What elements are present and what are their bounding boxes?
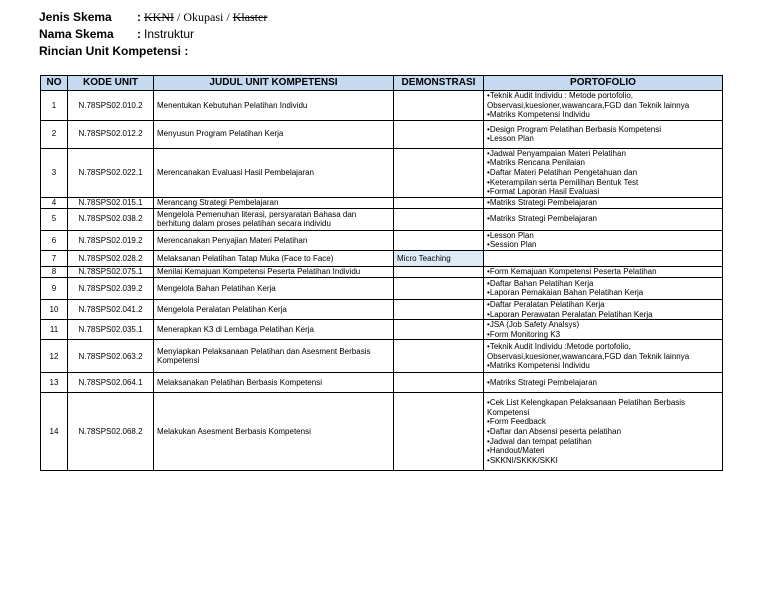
cell-judul-unit: Menentukan Kebutuhan Pelatihan Individu bbox=[154, 91, 394, 121]
cell-kode-unit: N.78SPS02.015.1 bbox=[68, 197, 154, 208]
cell-no: 2 bbox=[41, 120, 68, 148]
table-row bbox=[41, 320, 723, 340]
cell-portofolio bbox=[484, 208, 723, 230]
cell-kode-unit: N.78SPS02.039.2 bbox=[68, 277, 154, 299]
cell-no: 9 bbox=[41, 277, 68, 299]
cell-no: 11 bbox=[41, 320, 68, 340]
cell-judul-unit: Melaksanan Pelatihan Tatap Muka (Face to Face) bbox=[154, 250, 394, 266]
cell-portofolio bbox=[484, 393, 723, 471]
portofolio-item: • Teknik Audit Individu : Metode portofolio, Observasi,kuesioner,wawancara,FGD dan Teknik lainnya bbox=[487, 91, 719, 110]
table-row bbox=[41, 373, 723, 393]
cell-no: 6 bbox=[41, 230, 68, 250]
portofolio-list bbox=[487, 91, 719, 120]
jenis-skema-value bbox=[144, 10, 267, 25]
portofolio-list bbox=[487, 149, 719, 197]
jenis-skema-colon: : bbox=[137, 10, 141, 24]
portofolio-item: • Teknik Audit Individu :Metode portofolio, Observasi,kuesioner,wawancara,FGD dan Teknik lainnya bbox=[487, 342, 719, 361]
cell-portofolio bbox=[484, 277, 723, 299]
cell-demonstrasi bbox=[394, 320, 484, 340]
portofolio-item: • Matriks Strategi Pembelajaran bbox=[487, 214, 719, 224]
table-row bbox=[41, 266, 723, 277]
cell-kode-unit: N.78SPS02.022.1 bbox=[68, 148, 154, 197]
portofolio-list bbox=[487, 320, 719, 339]
table-body bbox=[41, 91, 723, 471]
cell-demonstrasi bbox=[394, 299, 484, 319]
portofolio-item: • Jadwal Penyampaian Materi Pelatihan bbox=[487, 149, 719, 159]
portofolio-item: • Matriks Strategi Pembelajaran bbox=[487, 198, 719, 208]
cell-demonstrasi bbox=[394, 277, 484, 299]
portofolio-item: • SKKNI/SKKK/SKKI bbox=[487, 456, 719, 466]
cell-kode-unit: N.78SPS02.012.2 bbox=[68, 120, 154, 148]
cell-portofolio bbox=[484, 320, 723, 340]
nama-skema-label: Nama Skema bbox=[39, 27, 114, 41]
header-judul-unit: JUDUL UNIT KOMPETENSI bbox=[154, 76, 394, 91]
portofolio-list bbox=[487, 279, 719, 298]
portofolio-item: • Form Kemajuan Kompetensi Peserta Pelatihan bbox=[487, 267, 719, 277]
table-row bbox=[41, 208, 723, 230]
portofolio-list bbox=[487, 125, 719, 144]
cell-portofolio bbox=[484, 373, 723, 393]
portofolio-item: • Laporan Pemakaian Bahan Pelatihan Kerja bbox=[487, 288, 719, 298]
jenis-slash-1: / bbox=[174, 10, 184, 24]
jenis-okupasi: Okupasi bbox=[183, 10, 224, 24]
table-row bbox=[41, 148, 723, 197]
portofolio-item: • Lesson Plan bbox=[487, 231, 719, 241]
portofolio-list bbox=[487, 300, 719, 319]
portofolio-item: • Cek List Kelengkapan Pelaksanaan Pelatihan Berbasis Kompetensi bbox=[487, 398, 719, 417]
cell-kode-unit: N.78SPS02.028.2 bbox=[68, 250, 154, 266]
cell-kode-unit: N.78SPS02.035.1 bbox=[68, 320, 154, 340]
cell-judul-unit: Mengelola Peralatan Pelatihan Kerja bbox=[154, 299, 394, 319]
cell-demonstrasi bbox=[394, 230, 484, 250]
cell-kode-unit: N.78SPS02.064.1 bbox=[68, 373, 154, 393]
header-kode-unit: KODE UNIT bbox=[68, 76, 154, 91]
cell-no: 12 bbox=[41, 340, 68, 373]
cell-kode-unit: N.78SPS02.010.2 bbox=[68, 91, 154, 121]
portofolio-list bbox=[487, 214, 719, 224]
portofolio-item: • Format Laporan Hasil Evaluasi bbox=[487, 187, 719, 197]
cell-demonstrasi bbox=[394, 197, 484, 208]
cell-demonstrasi: Micro Teaching bbox=[394, 250, 484, 266]
cell-judul-unit: Menerapkan K3 di Lembaga Pelatihan Kerja bbox=[154, 320, 394, 340]
portofolio-item: • Matriks Kompetensi Individu bbox=[487, 361, 719, 371]
portofolio-item: • Daftar Materi Pelatihan Pengetahuan dan bbox=[487, 168, 719, 178]
portofolio-item: • Daftar dan Absensi peserta pelatihan bbox=[487, 427, 719, 437]
nama-skema-row bbox=[39, 27, 267, 44]
portofolio-item: • JSA (Job Safety Analsys) bbox=[487, 320, 719, 330]
jenis-kkni-struck: KKNI bbox=[144, 10, 174, 24]
cell-judul-unit: Menyiapkan Pelaksanaan Pelatihan dan Asesment Berbasis Kompetensi bbox=[154, 340, 394, 373]
header-portofolio: PORTOFOLIO bbox=[484, 76, 723, 91]
cell-kode-unit: N.78SPS02.075.1 bbox=[68, 266, 154, 277]
cell-demonstrasi bbox=[394, 120, 484, 148]
table-header-row bbox=[41, 76, 723, 91]
unit-kompetensi-table bbox=[40, 75, 723, 471]
portofolio-item: • Jadwal dan tempat pelatihan bbox=[487, 437, 719, 447]
header-demonstrasi: DEMONSTRASI bbox=[394, 76, 484, 91]
cell-judul-unit: Merencanakan Penyajian Materi Pelatihan bbox=[154, 230, 394, 250]
portofolio-item: • Session Plan bbox=[487, 240, 719, 250]
cell-demonstrasi bbox=[394, 393, 484, 471]
table-row bbox=[41, 120, 723, 148]
cell-no: 1 bbox=[41, 91, 68, 121]
cell-portofolio bbox=[484, 197, 723, 208]
table-row bbox=[41, 393, 723, 471]
cell-judul-unit: Melaksanakan Pelatihan Berbasis Kompetensi bbox=[154, 373, 394, 393]
portofolio-item: • Matriks Kompetensi Individu bbox=[487, 110, 719, 120]
portofolio-item: • Form Feedback bbox=[487, 417, 719, 427]
jenis-slash-2: / bbox=[223, 10, 233, 24]
portofolio-item: • Matriks Rencana Penilaian bbox=[487, 158, 719, 168]
cell-no: 7 bbox=[41, 250, 68, 266]
cell-portofolio bbox=[484, 91, 723, 121]
cell-judul-unit: Merencanakan Evaluasi Hasil Pembelajaran bbox=[154, 148, 394, 197]
header-no: NO bbox=[41, 76, 68, 91]
cell-no: 13 bbox=[41, 373, 68, 393]
cell-no: 3 bbox=[41, 148, 68, 197]
cell-no: 10 bbox=[41, 299, 68, 319]
cell-no: 5 bbox=[41, 208, 68, 230]
table-row bbox=[41, 340, 723, 373]
nama-skema-value: Instruktur bbox=[144, 27, 195, 41]
cell-demonstrasi bbox=[394, 91, 484, 121]
cell-judul-unit: Mengelola Bahan Pelatihan Kerja bbox=[154, 277, 394, 299]
cell-no: 8 bbox=[41, 266, 68, 277]
cell-kode-unit: N.78SPS02.068.2 bbox=[68, 393, 154, 471]
portofolio-item: • Keterampilan serta Pemilihan Bentuk Test bbox=[487, 178, 719, 188]
table-row bbox=[41, 197, 723, 208]
portofolio-item: • Form Monitoring K3 bbox=[487, 330, 719, 340]
cell-portofolio bbox=[484, 299, 723, 319]
cell-judul-unit: Menyusun Program Pelatihan Kerja bbox=[154, 120, 394, 148]
cell-portofolio bbox=[484, 340, 723, 373]
portofolio-item: • Handout/Materi bbox=[487, 446, 719, 456]
portofolio-list bbox=[487, 198, 719, 208]
portofolio-list bbox=[487, 231, 719, 250]
cell-portofolio bbox=[484, 230, 723, 250]
cell-demonstrasi bbox=[394, 148, 484, 197]
portofolio-item: • Matriks Strategi Pembelajaran bbox=[487, 378, 719, 388]
portofolio-item: • Daftar Peralatan Pelatihan Kerja bbox=[487, 300, 719, 310]
table-row bbox=[41, 299, 723, 319]
cell-demonstrasi bbox=[394, 373, 484, 393]
cell-judul-unit: Menilai Kemajuan Kompetensi Peserta Pelatihan Individu bbox=[154, 266, 394, 277]
cell-demonstrasi bbox=[394, 340, 484, 373]
cell-demonstrasi bbox=[394, 266, 484, 277]
document-header bbox=[39, 10, 267, 61]
jenis-skema-row bbox=[39, 10, 267, 27]
cell-judul-unit: Melakukan Asesment Berbasis Kompetensi bbox=[154, 393, 394, 471]
portofolio-item: • Laporan Perawatan Peralatan Pelatihan Kerja bbox=[487, 310, 719, 320]
table-row bbox=[41, 230, 723, 250]
cell-portofolio bbox=[484, 148, 723, 197]
portofolio-list bbox=[487, 378, 719, 388]
cell-no: 4 bbox=[41, 197, 68, 208]
cell-no: 14 bbox=[41, 393, 68, 471]
portofolio-item: • Design Program Pelatihan Berbasis Kompetensi bbox=[487, 125, 719, 135]
portofolio-item: • Lesson Plan bbox=[487, 134, 719, 144]
cell-judul-unit: Mengelola Pemenuhan literasi, persyaratan Bahasa dan berhitung dalam proses pelatihan secara individu bbox=[154, 208, 394, 230]
cell-portofolio bbox=[484, 120, 723, 148]
cell-portofolio bbox=[484, 250, 723, 266]
table-row bbox=[41, 250, 723, 266]
cell-kode-unit: N.78SPS02.063.2 bbox=[68, 340, 154, 373]
table-row bbox=[41, 277, 723, 299]
portofolio-item: • Daftar Bahan Pelatihan Kerja bbox=[487, 279, 719, 289]
cell-kode-unit: N.78SPS02.041.2 bbox=[68, 299, 154, 319]
portofolio-list bbox=[487, 267, 719, 277]
cell-kode-unit: N.78SPS02.019.2 bbox=[68, 230, 154, 250]
cell-portofolio bbox=[484, 266, 723, 277]
jenis-klaster-struck: Klaster bbox=[232, 10, 268, 24]
cell-judul-unit: Merancang Strategi Pembelajaran bbox=[154, 197, 394, 208]
cell-demonstrasi bbox=[394, 208, 484, 230]
nama-skema-colon: : bbox=[137, 27, 141, 41]
table-row bbox=[41, 91, 723, 121]
rincian-title: Rincian Unit Kompetensi : bbox=[39, 44, 189, 58]
portofolio-list bbox=[487, 398, 719, 465]
cell-kode-unit: N.78SPS02.038.2 bbox=[68, 208, 154, 230]
portofolio-list bbox=[487, 342, 719, 371]
jenis-skema-label: Jenis Skema bbox=[39, 10, 112, 24]
